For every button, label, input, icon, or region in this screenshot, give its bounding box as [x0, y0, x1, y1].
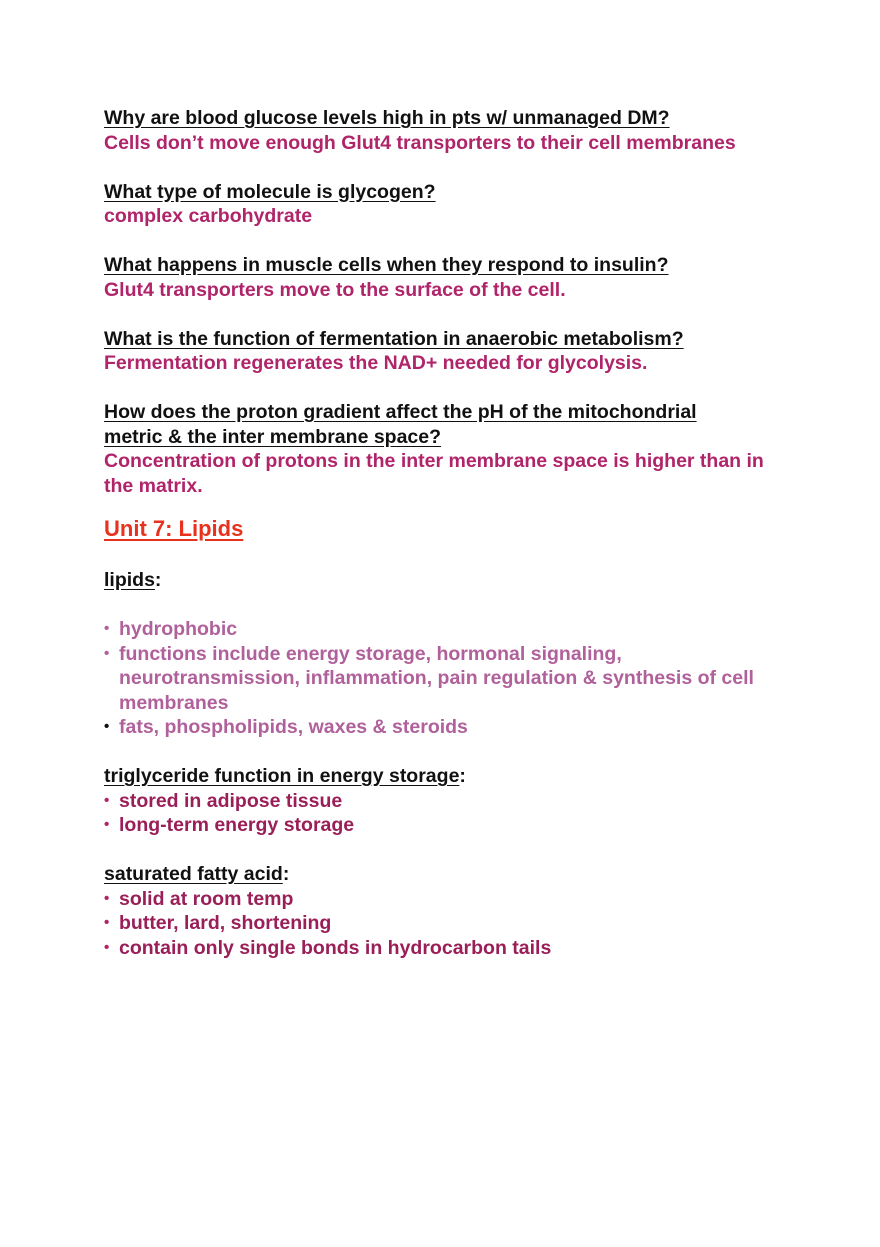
- section-heading-colon: :: [154, 569, 162, 591]
- answer-text: Concentration of protons in the inter membrane space is higher than in the matrix.: [104, 450, 764, 497]
- question-text: What is the function of fermentation in anaerobic metabolism?: [104, 327, 684, 350]
- bullet-icon: •: [104, 938, 110, 956]
- section-heading-text: triglyceride function in energy storage: [104, 765, 460, 787]
- question-text: Why are blood glucose levels high in pts w/ unmanaged DM?: [104, 107, 670, 129]
- bullet-icon: •: [104, 791, 110, 809]
- qa-block-1: [104, 106, 804, 155]
- question-text: What type of molecule is glycogen?: [104, 180, 436, 203]
- section-saturated-fatty-acid: [104, 862, 804, 960]
- bullet-icon: •: [104, 914, 110, 931]
- bullet-list: [104, 887, 804, 961]
- section-heading-colon: :: [282, 863, 290, 885]
- bullet-icon: •: [104, 889, 110, 907]
- bullet-list: [104, 617, 804, 740]
- list-item: [104, 911, 804, 936]
- question-text: What happens in muscle cells when they respond to insulin?: [104, 254, 669, 276]
- list-item-text: fats, phospholipids, waxes & steroids: [119, 716, 468, 738]
- section-heading: [104, 568, 804, 593]
- list-item-text: stored in adipose tissue: [119, 789, 343, 812]
- section-heading-text: saturated fatty acid: [104, 863, 283, 885]
- qa-block-3: [104, 253, 804, 302]
- answer-text: complex carbohydrate: [104, 205, 313, 227]
- list-item: [104, 617, 804, 642]
- section-heading-colon: :: [459, 765, 466, 787]
- section-lipids: [104, 568, 804, 740]
- list-item-text: contain only single bonds in hydrocarbon tails: [119, 936, 552, 959]
- bullet-icon: •: [104, 816, 110, 833]
- list-item-text: butter, lard, shortening: [119, 912, 332, 934]
- list-item: [104, 813, 804, 838]
- list-item: [104, 642, 804, 716]
- bullet-icon: •: [104, 644, 110, 662]
- question-text: How does the proton gradient affect the pH of the mitochondrial metric & the inter membrane space?: [104, 401, 697, 448]
- bullet-list: [104, 789, 804, 838]
- qa-block-4: [104, 327, 804, 376]
- list-item: [104, 789, 804, 814]
- bullet-icon: •: [104, 718, 110, 735]
- qa-block-2: [104, 180, 804, 229]
- list-item-text: hydrophobic: [119, 618, 238, 640]
- list-item: [104, 715, 804, 740]
- section-heading-text: lipids: [104, 569, 155, 591]
- answer-text: Cells don’t move enough Glut4 transporters to their cell membranes: [104, 131, 736, 154]
- list-item: [104, 936, 804, 961]
- unit-title: Unit 7: Lipids: [104, 516, 244, 541]
- document-page: [104, 106, 804, 960]
- list-item-text: long-term energy storage: [119, 814, 355, 836]
- bullet-icon: •: [104, 620, 110, 637]
- list-item-text: functions include energy storage, hormonal signaling, neurotransmission, inflammation, pain regulation & synthesis of cell membranes: [119, 642, 754, 714]
- answer-text: Fermentation regenerates the NAD+ needed for glycolysis.: [104, 352, 648, 374]
- answer-text: Glut4 transporters move to the surface of the cell.: [104, 278, 566, 301]
- list-item-text: solid at room temp: [119, 887, 294, 910]
- qa-block-5: [104, 400, 764, 498]
- section-heading: [104, 862, 804, 887]
- section-triglyceride: [104, 764, 804, 838]
- section-heading: [104, 764, 804, 789]
- list-item: [104, 887, 804, 912]
